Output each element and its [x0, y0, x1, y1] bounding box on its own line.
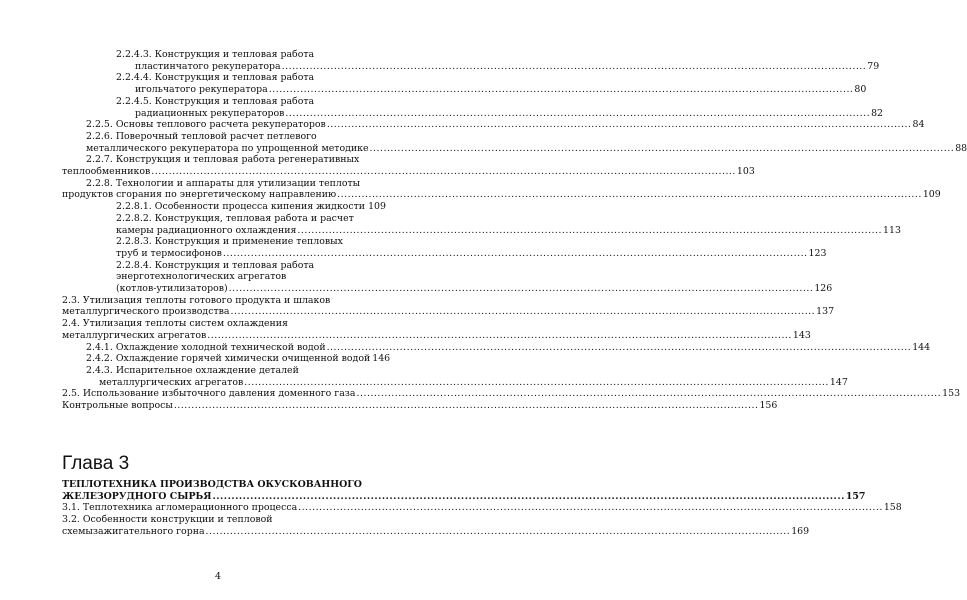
- toc-entry-page: 143: [792, 329, 811, 341]
- toc-entry-line: [62, 72, 386, 84]
- leader-dots: [151, 166, 736, 178]
- toc-entry-text: 2.2.8.3. Конструкция и применение тепловых: [116, 236, 343, 248]
- toc-entry-text: 2.4.1. Охлаждение холодной технической водой: [86, 341, 326, 353]
- toc-entry-text: 2.2.8.1. Особенности процесса кипения жидкости: [116, 201, 366, 213]
- toc-entry-3-1[interactable]: [62, 502, 902, 514]
- toc-entry-page: 156: [759, 400, 778, 412]
- toc-entry-text: 2.2.5. Основы теплового расчета рекуператоров: [86, 119, 326, 131]
- toc-entry-page: 153: [942, 388, 961, 400]
- leader-dots: [366, 201, 367, 213]
- toc-entry[interactable]: [62, 212, 901, 236]
- toc-entry-page: 113: [883, 224, 901, 236]
- toc-entry-page: 103: [736, 166, 755, 178]
- toc-entry-text: схемызажигательного горна: [62, 525, 205, 537]
- chapter-title-line1: ТЕПЛОТЕХНИКА ПРОИЗВОДСТВА ОКУСКОВАННОГО: [62, 479, 362, 490]
- leader-dots: [282, 61, 867, 73]
- toc-entry[interactable]: [62, 130, 967, 154]
- leader-dots: [269, 84, 854, 96]
- toc-entry-text: 3.1. Теплотехника агломерационного процесса: [62, 502, 298, 514]
- toc-entry-text: радиационных рекуператоров: [135, 107, 285, 119]
- toc-entry-text: 2.3. Утилизация теплоты готового продукта и шлаков: [62, 294, 331, 306]
- leader-dots: [231, 306, 816, 318]
- toc-entry-line: [62, 60, 880, 73]
- leader-dots: [285, 108, 870, 120]
- toc-entry-line: [62, 400, 778, 412]
- toc-entry[interactable]: [62, 341, 931, 354]
- toc-entry-line: [62, 365, 386, 377]
- leader-dots: [244, 377, 829, 389]
- toc-entry[interactable]: [62, 201, 386, 213]
- toc-entry-line: [62, 107, 884, 120]
- toc-entry-text: 3.2. Особенности конструкции и тепловой: [62, 514, 273, 526]
- toc-entry-text: 2.2.8. Технологии и аппараты для утилизации теплоты: [86, 177, 361, 189]
- chapter-3-contents: [62, 479, 902, 538]
- toc-entry-page: 79: [867, 60, 880, 72]
- toc-entry-line: [62, 49, 386, 61]
- leader-dots: [174, 400, 759, 412]
- toc-entry-text: камеры радиационного охлаждения: [116, 224, 297, 236]
- toc-entry-line: [62, 247, 827, 260]
- toc-entry-line: [62, 201, 386, 213]
- toc-entry-page: 88: [955, 142, 967, 154]
- toc-entry-text: 2.2.8.4. Конструкция и тепловая работа: [116, 259, 315, 271]
- toc-entry-text: продуктов сгорания по энергетическому направлению: [62, 189, 337, 201]
- leader-dots: [327, 342, 912, 354]
- toc-entry-text: 2.2.7. Конструкция и тепловая работа регенеративных: [86, 154, 360, 166]
- chapter-label: Глава 3: [62, 453, 130, 474]
- chapter-title-page: 157: [845, 490, 866, 502]
- toc-entry-text: Контрольные вопросы: [62, 400, 173, 412]
- toc-entry-line: [62, 283, 833, 295]
- toc-entry-page: 84: [912, 119, 925, 131]
- toc-entry-text: теплообменников: [62, 166, 151, 178]
- toc-entry-line: [62, 260, 386, 272]
- leader-dots: [327, 119, 912, 131]
- leader-dots: [357, 388, 942, 400]
- leader-dots: [206, 526, 791, 538]
- toc-entry-page: 169: [791, 525, 810, 537]
- toc-entry-text: металлического рекуператора по упрощенной методике: [86, 142, 369, 154]
- page-number: 4: [215, 571, 221, 582]
- toc-entry-page: 137: [816, 306, 835, 318]
- toc-entry-line: [62, 388, 961, 400]
- toc-entry-line: [62, 295, 386, 307]
- toc-entry[interactable]: [62, 177, 941, 201]
- toc-entry[interactable]: [62, 154, 755, 178]
- leader-dots: [213, 491, 845, 503]
- toc-entry-text: 2.2.6. Поверочный тепловой расчет петлевого: [86, 130, 317, 142]
- toc-entry-page: 123: [808, 247, 827, 259]
- toc-entry-line: [62, 341, 931, 354]
- toc-entry-text: 2.2.4.4. Конструкция и тепловая работа: [116, 72, 315, 84]
- toc-entry-line: [62, 178, 386, 190]
- toc-entry-line: [62, 271, 386, 283]
- toc-entry-text: 2.5. Использование избыточного давления доменного газа: [62, 388, 356, 400]
- toc-entry-line: [62, 213, 386, 225]
- leader-dots: [298, 502, 883, 514]
- toc-entry-page: 109: [922, 189, 941, 201]
- toc-entry-line: [62, 154, 386, 166]
- toc-entry-text: металлургических агрегатов: [99, 376, 244, 388]
- toc-entry-text: пластинчатого рекуператора: [135, 60, 281, 72]
- toc-entry[interactable]: [62, 364, 848, 388]
- toc-entry[interactable]: [62, 388, 961, 400]
- toc-entry-3-2[interactable]: [62, 525, 810, 538]
- toc-entry-text: (котлов-утилизаторов): [116, 283, 228, 295]
- toc-entry-page: 126: [814, 283, 833, 295]
- toc-entry-text: 2.4.2. Охлаждение горячей химически очищенной водой: [86, 353, 371, 365]
- toc-entry-line: [62, 119, 925, 131]
- toc-entry-text: игольчатого рекуператора: [135, 84, 268, 96]
- toc-entry[interactable]: [62, 259, 833, 295]
- toc-entry[interactable]: [62, 294, 835, 318]
- toc-entry-line: [62, 96, 386, 108]
- toc-entry-text: энерготехнологических агрегатов: [116, 271, 287, 283]
- toc-entry-line: [62, 376, 848, 389]
- toc-entry-text: 2.2.4.3. Конструкция и тепловая работа: [116, 49, 315, 60]
- toc-entry-line: [62, 131, 386, 143]
- leader-dots: [370, 143, 955, 155]
- toc-entry-page: 82: [871, 107, 884, 119]
- toc-entry[interactable]: [62, 236, 827, 259]
- toc-entry[interactable]: [62, 95, 884, 119]
- toc-entry[interactable]: [62, 400, 778, 412]
- toc-entry-page: 158: [883, 502, 902, 514]
- toc-entry-line: [62, 224, 901, 237]
- toc-entry[interactable]: [62, 49, 880, 72]
- toc-entry[interactable]: [62, 72, 867, 96]
- leader-dots: [337, 189, 922, 201]
- leader-dots: [229, 283, 814, 295]
- toc-entry-text: металлургических агрегатов: [62, 329, 207, 341]
- toc-entry-text: 2.2.8.2. Конструкция, тепловая работа и расчет: [116, 212, 354, 224]
- leader-dots: [297, 225, 882, 237]
- toc-entry-line: [62, 84, 867, 96]
- toc-entry-line: [62, 189, 941, 201]
- toc-entry-page: 147: [829, 376, 848, 388]
- toc-entry-page: 109: [368, 201, 386, 213]
- toc-entry-text: 2.2.4.5. Конструкция и тепловая работа: [116, 95, 315, 107]
- toc-entry[interactable]: [62, 318, 811, 341]
- toc-entry-text: 2.4.3. Испарительное охлаждение деталей: [86, 364, 299, 376]
- toc-entry-3-2-line1[interactable]: [62, 514, 386, 526]
- toc-entry-page: 80: [854, 84, 867, 96]
- toc-entry-line: [62, 236, 386, 248]
- toc-entry-line: [62, 353, 391, 365]
- table-of-contents: [62, 49, 967, 412]
- toc-entry-line: [62, 329, 811, 342]
- toc-entry-text: металлургического производства: [62, 306, 230, 318]
- toc-entry-page: 146: [372, 353, 391, 365]
- toc-entry[interactable]: [62, 353, 391, 365]
- toc-entry-line: [62, 166, 755, 178]
- toc-entry-line: [62, 306, 835, 318]
- toc-entry-text: труб и термосифонов: [116, 247, 222, 259]
- toc-entry-text: 2.4. Утилизация теплоты систем охлаждения: [62, 318, 288, 330]
- leader-dots: [207, 330, 792, 342]
- leader-dots: [223, 248, 808, 260]
- toc-entry-line: [62, 318, 386, 330]
- chapter-title-line2: ЖЕЛЕЗОРУДНОГО СЫРЬЯ: [62, 490, 212, 502]
- toc-entry-page: 144: [912, 341, 931, 353]
- chapter-title-entry[interactable]: [62, 490, 866, 503]
- toc-entry-line: [62, 142, 967, 155]
- toc-entry[interactable]: [62, 119, 925, 131]
- chapter-title-line[interactable]: [62, 479, 386, 491]
